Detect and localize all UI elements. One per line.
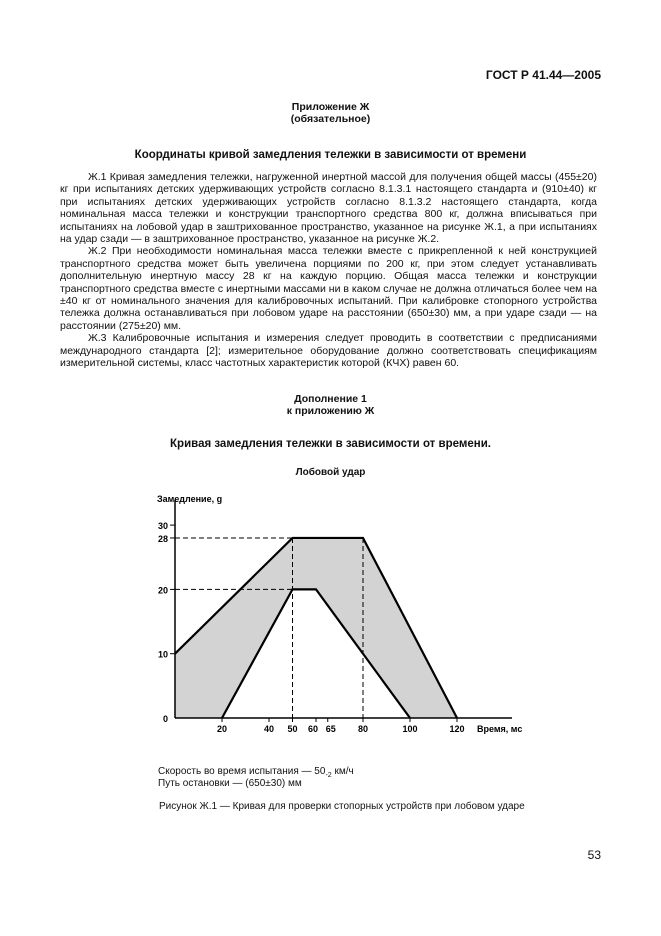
speed-tolerance: -2	[325, 772, 332, 779]
speed-unit: км/ч	[331, 766, 354, 777]
paragraph-3: Ж.3 Калибровочные испытания и измерения следует проводить в соответствии с предписаниями международного стандарта [2]; измерительное оборудование должно соответствовать спецификациям измерительной системы, класс частотных характеристик которой (КЧХ) равен 60.	[60, 332, 597, 370]
y-tick-label-10: 10	[157, 649, 168, 660]
y-tick-label-30: 30	[157, 521, 168, 532]
x-tick-label-100: 100	[402, 724, 418, 734]
supplement-title: Дополнение 1	[294, 393, 367, 405]
appendix-subtitle: (обязательное)	[290, 113, 371, 125]
figure-caption: Рисунок Ж.1 — Кривая для проверки стопорных устройств при лобовом ударе	[159, 801, 525, 812]
paragraph-1: Ж.1 Кривая замедления тележки, нагруженной инертной массой для получения общей массы (455±20) кг при испытаниях детских удерживающих устройств согласно 8.1.3.1 настоящего стандарта и (910±40) кг при испытаниях детских удерживающих устройств согласно 8.1.3.2 настоящего стандарта, когда номинальная масса тележки и конструкции транспортного средства 800 кг, должна вписываться при испытаниях на лобовой удар в заштрихованное пространство, указанное на рисунке Ж.1, а при испытаниях на удар сзади — в заштрихованное пространство, указанное на рисунке Ж.2.	[60, 171, 597, 246]
y-axis-label: Замедление, g	[157, 494, 223, 505]
supplement-heading: Кривая замедления тележки в зависимости от времени.	[170, 438, 491, 450]
corridor-area	[175, 538, 457, 718]
appendix-title: Приложение Ж	[291, 101, 370, 113]
x-axis-label: Время, мс	[477, 724, 523, 734]
speed-text: Скорость во время испытания — 50	[158, 766, 326, 777]
y-tick-label-28: 28	[157, 533, 168, 544]
distance-line: Путь остановки — (650±30) мм	[158, 778, 302, 789]
x-tick-label-120: 120	[449, 724, 465, 734]
document-code: ГОСТ Р 41.44—2005	[485, 68, 601, 82]
y-tick-label-0: 0	[162, 714, 168, 724]
appendix-heading: Координаты кривой замедления тележки в зависимости от времени	[134, 149, 527, 161]
x-tick-label-65: 65	[325, 724, 336, 734]
x-tick-label-60: 60	[307, 724, 319, 734]
x-tick-label-80: 80	[357, 724, 369, 734]
x-tick-label-50: 50	[287, 724, 298, 734]
supplement-subheading: Лобовой удар	[295, 467, 366, 478]
supplement-subtitle: к приложению Ж	[286, 405, 375, 417]
page-number: 53	[587, 848, 601, 862]
x-tick-label-20: 20	[216, 724, 228, 734]
y-tick-label-20: 20	[157, 585, 168, 596]
paragraph-2: Ж.2 При необходимости номинальная масса тележки вместе с прикрепленной к ней конструкцией транспортного средства может быть увеличена порциями по 200 кг, при этом следует устанавливать дополнительную инертную массу 28 кг на каждую порцию. Общая масса тележки и конструкции транспортного средства вместе с инертными массами ни в каком случае не должна отличаться более чем на ±40 кг от номинального значения для калибровочных испытаний. При калибровке стопорного устройства тележка должна останавливаться при лобовом ударе на расстоянии (650±30) мм, а при ударе сзади — на расстоянии (275±20) мм.	[60, 245, 597, 332]
x-tick-label-40: 40	[263, 724, 275, 734]
